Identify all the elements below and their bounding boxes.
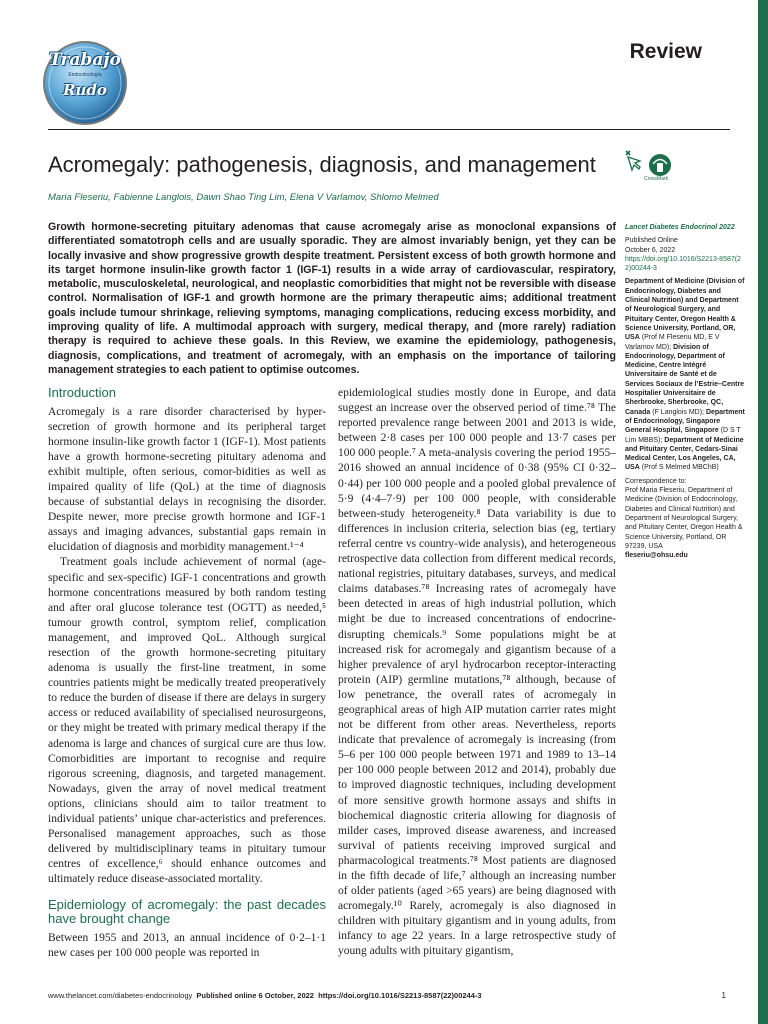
correspondence-email[interactable]: fleseriu@ohsu.edu bbox=[625, 552, 688, 560]
body-column-left bbox=[48, 386, 326, 961]
footer-url[interactable]: www.thelancet.com/diabetes-endocrinology bbox=[48, 991, 193, 1000]
page-footer bbox=[48, 991, 482, 1000]
abstract: Growth hormone-secreting pituitary adenomas that cause acromegaly arise as monoclonal expansions of differentiated somatotroph cells and are usually sporadic. They are almost invariably benign, yet they can be locally invasive and show progressive growth despite treatment. Persistent excess of both growth hormone and its target hormone insulin-like growth factor 1 (IGF-1) results in a wide array of cardiovascular, respiratory, metabolic, musculoskeletal, neurological, and neoplastic comorbidities that might not be reversible with disease control. Normalisation of IGF-1 and growth hormone are the primary therapeutic aims; additional treatment goals include tumour shrinkage, relieving symptoms, managing complications, reducing excess morbidity, and improving quality of life. A multimodal approach with surgery, medical therapy, and (more rarely) radiation therapy is required to achieve these goals. In this Review, we examine the epidemiology, pathogenesis, diagnosis, complications, and treatment of acromegaly, with an emphasis on the importance of tailoring management strategies to each patient to optimise outcomes. bbox=[48, 221, 616, 376]
affiliations bbox=[625, 277, 745, 472]
logo-word-1: Trabajo bbox=[49, 50, 121, 70]
epidemiology-paragraph-1: Between 1955 and 2013, an annual incidence of 0·2–1·1 new cases per 100 000 people was reported in bbox=[48, 931, 326, 959]
epidemiology-heading: Epidemiology of acromegaly: the past decades have brought change bbox=[48, 896, 326, 926]
affiliation-3: Department of Endocrinology, Singapore General Hospital, Singapore bbox=[625, 408, 745, 435]
correspondence bbox=[625, 477, 745, 561]
crossmark-icon bbox=[620, 148, 680, 188]
publication-info bbox=[625, 236, 745, 273]
author-list[interactable]: Maria Fleseriu, Fabienne Langlois, Dawn Shao Ting Lim, Elena V Varlamov, Shlomo Melmed bbox=[48, 192, 439, 203]
crossmark-label: CrossMark bbox=[644, 176, 669, 182]
article-title: Acromegaly: pathogenesis, diagnosis, and management bbox=[48, 152, 596, 177]
trabajo-rudo-logo bbox=[42, 40, 128, 126]
published-date: October 6, 2022 bbox=[625, 246, 676, 254]
epidemiology-paragraph-continued: epidemiological studies mostly done in Europe, and data suggest an increase over the observed period of time.⁷⁸ The reported prevalence range between 2001 and 2013 is wide, between 2·8 cases per 100 000 people and 13·7 cases per 100 000 people.⁷ A meta-analysis covering the period 1955–2016 showed an annual incidence of 0·38 (95% CI 0·32–0·44) per 100 000 people and a pooled global prevalence of 5·9 (4·4–7·9) per 100 000 people, with considerable between-study heterogeneity.⁸ Data variability is due to differences in inclusion criteria, selection bias (eg, tertiary referral centre vs country-wide analysis), and heterogeneous retrospective data collection from different medical records, national registries, pituitary databases, surveys, and medical claims databases.⁷⁸ Increasing rates of acromegaly have been detected in areas of high industrial pollution, which might be due to increased concentrations of endocrine-disrupting chemicals.⁹ Some populations might be at increased risk for acromegaly and gigantism because of a higher prevalence of aryl hydrocarbon receptor-interacting protein (AIP) germline mutations,⁷⁸ although, because of low penetrance, the overall rates of acromegaly in geographical areas of high AIP mutation carrier rates might not be different from other areas. Nevertheless, reports indicate that prevalence of acromegaly is increasing (from 5–6 per 100 000 people between 1971 and 1989 to 13–14 per 100 000 people between 2012 and 2014), probably due to improved diagnostic techniques, including development of more sensitive growth hormone assays and shifts in biochemical diagnostic criteria allowing for diagnosis of milder cases, improved disease awareness, and increased survival of patients receiving improved surgical and pharmacological treatments.⁷⁸ Most patients are diagnosed in the fifth decade of life,⁷ although an increasing number of older patients (aged >65 years) are being diagnosed with acromegaly.¹⁰ Rarely, acromegaly is also diagnosed in children with pituitary gigantism and in young adults, from infancy to age 22 years. In a large retrospective study of young adults with pituitary gigantism, bbox=[338, 387, 616, 958]
article-sidebar bbox=[625, 223, 745, 564]
logo-word-2: Rudo bbox=[63, 81, 107, 99]
body-column-right bbox=[338, 386, 616, 960]
crossmark-badge[interactable] bbox=[620, 148, 680, 188]
correspondence-label: Correspondence to: bbox=[625, 477, 687, 485]
intro-paragraph-1: Acromegaly is a rare disorder characterised by hyper-secretion of growth hormone and its peripheral target hormone insulin-like growth factor 1 (IGF-1). Most patients have a growth hormone-secreting pituitary adenoma and exhibit multiple, often serious, comor-bidities as well as impaired quality of life (QoL) at the time of diagnosis because of substantial delays in recognising the disorder. Despite newer, more precise growth hormone and IGF-1 assays and imaging advances, substantial gaps remain in elucidation of diagnosis and morbidity management.¹⁻⁴ bbox=[48, 405, 326, 554]
logo-tagline: Endocrinología bbox=[68, 72, 102, 78]
correspondence-address: Prof Maria Fleseriu, Department of Medicine (Division of Endocrinology, Diabetes and Clinical Nutrition) and Department of Neurological Surgery, and Pituitary Center, Oregon Health & Science University, Portland, OR 97239, USA bbox=[625, 487, 743, 550]
affiliation-3-note: (D S T Lim MBBS); bbox=[625, 427, 741, 444]
published-label: Published Online bbox=[625, 237, 678, 245]
affiliation-2-note: (F Langlois MD); bbox=[652, 408, 704, 416]
doi-link[interactable]: https://doi.org/10.1016/S2213-8587(22)00244-3 bbox=[625, 255, 741, 273]
journal-citation bbox=[625, 223, 745, 232]
affiliation-1-note: (Prof M Fleseriu MD, E V Varlamov MD); bbox=[625, 334, 720, 351]
introduction-heading: Introduction bbox=[48, 385, 116, 400]
intro-paragraph-2: Treatment goals include achievement of normal (age-specific and sex-specific) IGF-1 concentrations and growth hormone concentrations measured by both random testing and after oral glucose tolerance test (OGTT) as needed,⁵ tumour growth control, symptom relief, complication management, and improved QoL. Although surgical resection of the growth hormone-secreting pituitary adenoma is usually the first-line treatment, in some countries patients might be medically treated preoperatively to reduce the burden of disease if there are delays in surgery access or reduced availability of specialised neurosurgeons, or they might be treated with primary medical therapy if the adenoma is large and chances of surgical cure are thus low. Comorbidities are important to recognise and require rigorous screening, diagnosis, and targeted management. Nowadays, given the array of novel medical treatment options, clinicians should aim to tailor treatment to individual patients’ unique char-acteristics and preferences. Personalised management approaches, such as those delivered by multidisciplinary teams in pituitary tumour centres of excellence,⁶ should enhance outcomes and ultimately reduce disease-associated mortality. bbox=[48, 556, 326, 886]
journal-name: Lancet Diabetes Endocrinol bbox=[625, 224, 718, 231]
journal-year: 2022 bbox=[719, 224, 735, 231]
affiliation-1: Department of Medicine (Division of Endocrinology, Diabetes and Clinical Nutrition) and Department of Neurological Surgery, and Pituitary Center, Oregon Health & Science University, Portland, OR, USA bbox=[625, 278, 745, 342]
affiliation-2: Division of Endocrinology, Department of Medicine, Centre Intégré Universitaire de Santé et de Services Sociaux de l’Estrie–Centre Hospitalier Universitaire de Sherbrooke, Sherbrooke, QC, Canada bbox=[625, 343, 745, 416]
header-divider bbox=[48, 129, 730, 130]
journal-edge-bar bbox=[758, 0, 768, 1024]
page-number: 1 bbox=[721, 991, 726, 1000]
footer-doi[interactable]: https://doi.org/10.1016/S2213-8587(22)00244-3 bbox=[318, 991, 482, 1000]
affiliation-4-note: (Prof S Melmed MBChB) bbox=[641, 464, 719, 472]
affiliation-4: Department of Medicine and Pituitary Center, Cedars-Sinai Medical Center, Los Angeles, CA, USA bbox=[625, 436, 744, 472]
section-label: Review bbox=[629, 40, 702, 63]
footer-published: Published online 6 October, 2022 bbox=[196, 991, 314, 1000]
